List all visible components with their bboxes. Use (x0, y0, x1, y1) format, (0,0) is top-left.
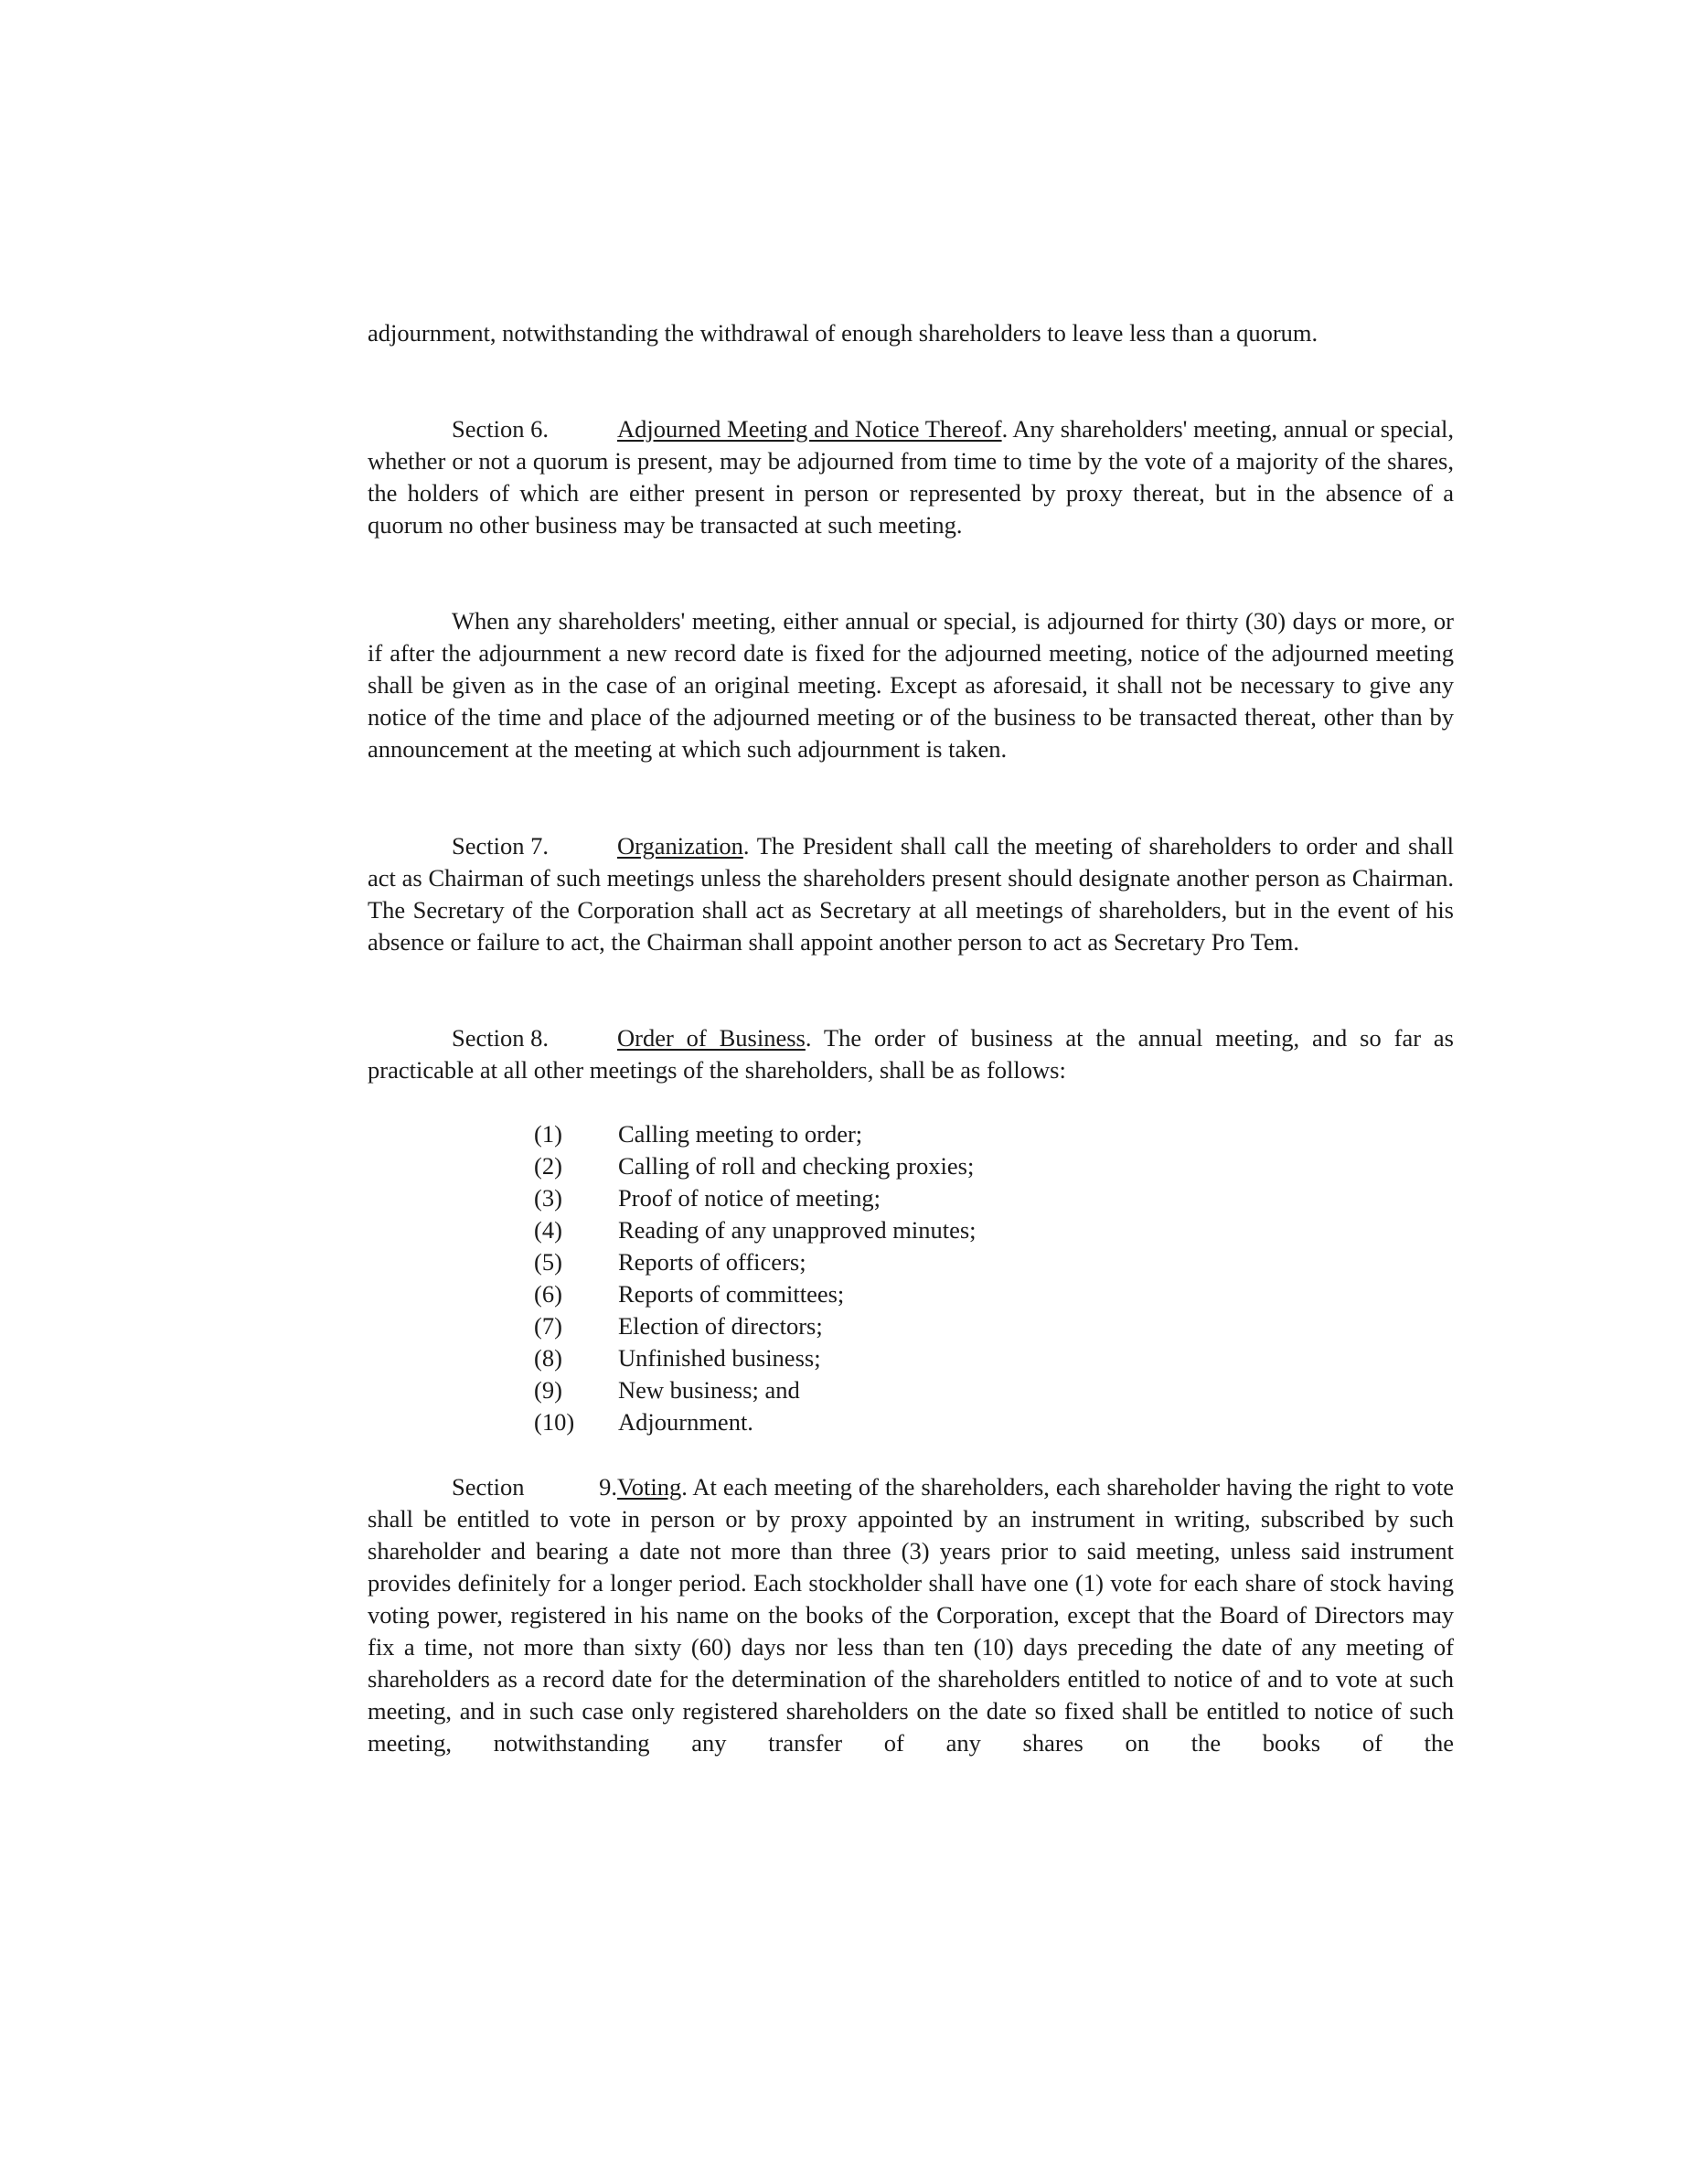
section-6-paragraph-2 (368, 605, 1454, 765)
list-number: (9) (534, 1376, 562, 1404)
list-number: (3) (534, 1184, 562, 1212)
list-item (534, 1406, 977, 1438)
list-number: (2) (534, 1152, 562, 1180)
list-number: (4) (534, 1216, 562, 1244)
list-item (534, 1278, 977, 1310)
list-item (534, 1150, 977, 1182)
list-item (534, 1374, 977, 1406)
order-of-business-list (534, 1118, 977, 1438)
list-text: Calling meeting to order; (618, 1120, 863, 1148)
list-text: Calling of roll and checking proxies; (618, 1152, 975, 1180)
paragraph-text: When any shareholders' meeting, either annual or special, is adjourned for thirty (30) days or more, or if after the adjournment a new record date is fixed for the adjourned meeting, notice of the adjourned meeting shall be given as in the case of an original meeting. Except as aforesaid, it shall not be necessary to give any notice of the time and place of the adjourned meeting or of the business to be transacted thereat, other than by announcement at the meeting at which such adjournment is taken. (368, 607, 1454, 763)
paragraph-continuation (368, 317, 1454, 349)
list-item (534, 1118, 977, 1150)
list-number: (7) (534, 1312, 562, 1340)
section-title: Voting (617, 1473, 682, 1501)
section-7 (368, 830, 1454, 958)
list-text: Reports of officers; (618, 1248, 806, 1276)
list-text: Adjournment. (618, 1408, 753, 1436)
section-text: . The President shall call the meeting of shareholders to order and shall act as Chairman of such meetings unless the shareholders present should designate another person as Chairman. The Secretary of the Corporation shall act as Secretary at all meetings of shareholders, but in the event of his absence or failure to act, the Chairman shall appoint another person to act as Secretary Pro Tem. (368, 832, 1454, 956)
section-9 (368, 1471, 1454, 1759)
list-text: Reading of any unapproved minutes; (618, 1216, 977, 1244)
section-text: . At each meeting of the shareholders, each shareholder having the right to vote shall be entitled to vote in person or by proxy appointed by an instrument in writing, subscribed by such shareholder and bearing a date not more than three (3) years prior to said meeting, unless said instrument provides definitely for a longer period. Each stockholder shall have one (1) vote for each share of stock having voting power, registered in his name on the books of the Corporation, except that the Board of Directors may fix a time, not more than sixty (60) days nor less than ten (10) days preceding the date of any meeting of shareholders as a record date for the determination of the shareholders entitled to notice of and to vote at such meeting, and in such case only registered shareholders on the date so fixed shall be entitled to notice of such meeting, notwithstanding any transfer of any shares on the books of the (368, 1473, 1454, 1757)
section-8 (368, 1022, 1454, 1086)
list-item (534, 1310, 977, 1342)
section-6 (368, 413, 1454, 541)
list-text: Proof of notice of meeting; (618, 1184, 881, 1212)
list-number: (10) (534, 1408, 575, 1436)
section-label: Section 9. (452, 1473, 617, 1501)
list-text: New business; and (618, 1376, 800, 1404)
section-label: Section 6. (452, 415, 549, 443)
list-item (534, 1246, 977, 1278)
list-item (534, 1214, 977, 1246)
section-text: . Any shareholders' meeting, annual or special, whether or not a quorum is present, may be adjourned from time to time by the vote of a majority of the shares, the holders of which are either present in person or represented by proxy thereat, but in the absence of a quorum no other business may be transacted at such meeting. (368, 415, 1454, 539)
list-number: (5) (534, 1248, 562, 1276)
list-text: Reports of committees; (618, 1280, 845, 1308)
list-item (534, 1342, 977, 1374)
section-title: Order of Business (617, 1024, 806, 1052)
list-item (534, 1182, 977, 1214)
list-number: (1) (534, 1120, 562, 1148)
section-text: . The order of business at the annual meeting, and so far as practicable at all other meetings of the shareholders, shall be as follows: (368, 1024, 1454, 1084)
paragraph-text: adjournment, notwithstanding the withdrawal of enough shareholders to leave less than a quorum. (368, 319, 1318, 347)
section-title: Organization (617, 832, 743, 860)
section-label: Section 7. (452, 832, 549, 860)
list-number: (8) (534, 1344, 562, 1372)
list-number: (6) (534, 1280, 562, 1308)
section-title: Adjourned Meeting and Notice Thereof (617, 415, 1002, 443)
list-text: Election of directors; (618, 1312, 823, 1340)
list-text: Unfinished business; (618, 1344, 821, 1372)
section-label: Section 8. (452, 1024, 549, 1052)
